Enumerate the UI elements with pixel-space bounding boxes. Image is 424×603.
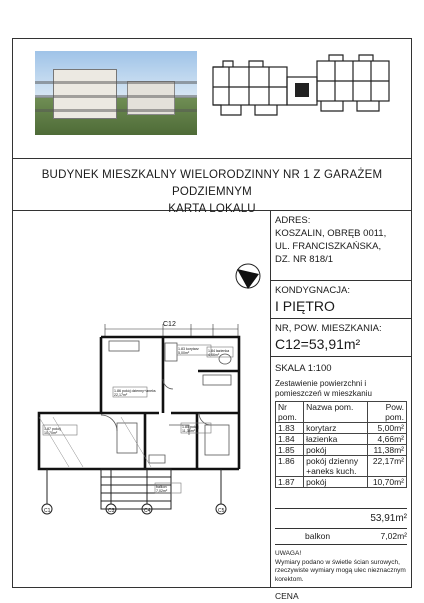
price-label: CENA <box>275 591 299 601</box>
plan-unit-label: C12 <box>163 321 176 328</box>
table-cell: 1.85 <box>276 445 304 456</box>
plan-axis-c3: C3 <box>108 508 115 514</box>
address-line-2: UL. FRANCISZKAŃSKA, <box>275 241 382 252</box>
document-header <box>13 159 411 215</box>
address-block <box>271 211 411 281</box>
floor-label: KONDYGNACJA: <box>275 285 350 296</box>
plan-balcony-area: 7,02m² <box>156 489 168 493</box>
plan-room-1-84-area: 4,66m² <box>208 353 220 357</box>
plan-axis-c1: C1 <box>44 508 51 514</box>
plan-room-1-84-name: 1.84 łazienka <box>208 349 230 353</box>
table-cell: łazienka <box>304 434 368 445</box>
note-text: Wymiary podano w świetle ścian surowych, rzeczywiste wymiary mogą ulec nieznacznym korektom. <box>275 558 406 583</box>
plan-room-1-85-area: 11,38m² <box>182 429 195 433</box>
data-sheet <box>12 38 412 601</box>
apartment-floor-plan <box>13 211 271 587</box>
table-header-cell: Nazwa pom. <box>304 402 368 423</box>
table-row <box>276 445 407 456</box>
table-row <box>276 456 407 477</box>
address-label: ADRES: <box>275 215 311 226</box>
header-subtitle: KARTA LOKALU <box>168 203 256 215</box>
top-band <box>13 39 411 159</box>
balcony-label: balkon <box>305 531 331 541</box>
balcony-value: 7,02m² <box>380 531 407 541</box>
table-title: Zestawienie powierzchni i pomieszczeń w mieszkaniu <box>275 379 372 398</box>
unit-value: C12=53,91m² <box>275 336 361 352</box>
table-header-row <box>276 402 407 423</box>
plan-room-1-83-area: 5,00m² <box>178 351 190 355</box>
plan-room-1-86-area: 22,17m² <box>114 393 128 397</box>
table-cell: pokój <box>304 477 368 488</box>
area-summary-block <box>271 357 411 601</box>
table-cell: pokój dzienny +aneks kuch. <box>304 456 368 477</box>
total-area: 53,91m² <box>275 508 407 525</box>
plan-axis-c5: C5 <box>218 508 225 514</box>
table-cell: 1.86 <box>276 456 304 477</box>
building-floor-plan-thumbnail <box>209 53 393 131</box>
table-cell: 5,00m² <box>367 423 406 434</box>
table-cell: 22,17m² <box>367 456 406 477</box>
table-cell: 1.83 <box>276 423 304 434</box>
info-panel <box>271 211 411 601</box>
unit-block <box>271 319 411 357</box>
building-render-image <box>35 51 197 135</box>
address-line-1: KOSZALIN, OBRĘB 0011, <box>275 228 387 239</box>
scale-label: SKALA 1:100 <box>275 363 332 374</box>
table-cell: korytarz <box>304 423 368 434</box>
table-header-cell: Nr pom. <box>276 402 304 423</box>
plan-room-1-87-name: 1.87 pokój <box>44 427 61 431</box>
plan-room-1-86-name: 1.86 pokój dzienny+aneks <box>114 389 156 393</box>
table-row <box>276 477 407 488</box>
area-table <box>275 401 407 488</box>
unit-label: NR, POW. MIESZKANIA: <box>275 323 382 334</box>
plan-balcony-name: balkon <box>156 485 167 489</box>
table-cell: 1.84 <box>276 434 304 445</box>
note-block <box>275 550 407 588</box>
floor-value: I PIĘTRO <box>275 298 335 314</box>
address-line-3: DZ. NR 818/1 <box>275 254 334 265</box>
header-title: BUDYNEK MIESZKALNY WIELORODZINNY NR 1 Z GARAŻEM PODZIEMNYM <box>41 169 383 198</box>
plan-room-1-83-name: 1.83 korytarz <box>178 347 199 351</box>
table-header-cell: Pow. pom. <box>367 402 406 423</box>
floor-block <box>271 281 411 319</box>
table-row <box>276 434 407 445</box>
table-cell: pokój <box>304 445 368 456</box>
plan-room-1-87-area: 10,70m² <box>44 431 58 435</box>
plan-room-1-85-name: 1.85 pokój <box>182 425 199 429</box>
table-cell: 4,66m² <box>367 434 406 445</box>
balcony-row <box>275 528 407 545</box>
table-row <box>276 423 407 434</box>
note-title: UWAGA! <box>275 550 302 557</box>
plan-axis-c4: C4 <box>144 508 151 514</box>
apartment-plan-panel <box>13 211 271 587</box>
table-cell: 1.87 <box>276 477 304 488</box>
table-cell: 10,70m² <box>367 477 406 488</box>
table-cell: 11,38m² <box>367 445 406 456</box>
